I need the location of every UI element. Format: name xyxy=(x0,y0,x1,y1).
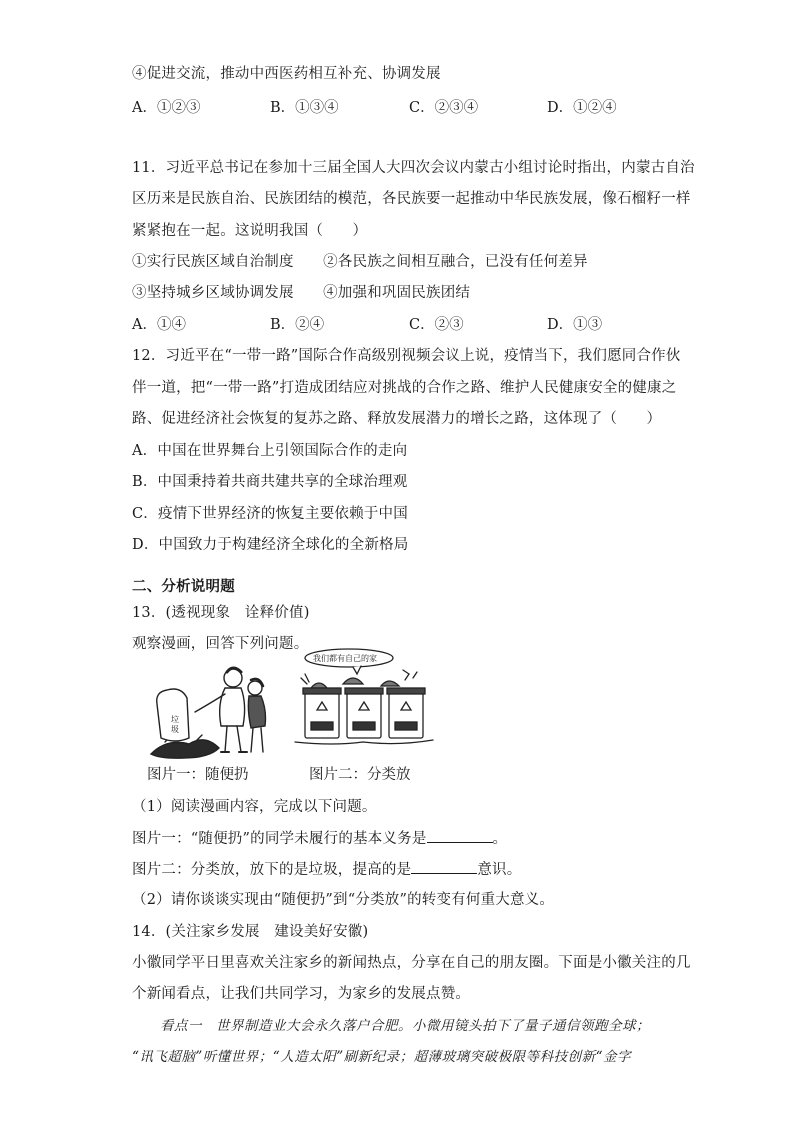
svg-text:垃: 垃 xyxy=(171,715,179,724)
q11-choice-a: A．①④ xyxy=(132,317,186,333)
cartoon-litter-drawing xyxy=(147,664,273,760)
q14-intro-line-1: 小徽同学平日里喜欢关注家乡的新闻热点，分享在自己的朋友圈。下面是小徽关注的几 xyxy=(132,955,691,971)
q12-option-a: A．中国在世界舞台上引领国际合作的走向 xyxy=(132,443,408,459)
q12-option-d: D．中国致力于构建经济全球化的全新格局 xyxy=(132,537,409,553)
q12-stem-line-1: 12．习近平在“一带一路”国际合作高级别视频会议上说，疫情当下，我们愿同合作伙 xyxy=(132,348,681,364)
cartoon-litter-image xyxy=(147,664,273,760)
q12-option-b: B．中国秉持着共商共建共享的全球治理观 xyxy=(132,474,408,490)
q13-sub-2: （2）请你谈谈实现由“随便扔”到“分类放”的转变有何重大意义。 xyxy=(132,892,555,908)
q11-choice-d: D．①③ xyxy=(547,317,603,333)
q11-stem-line-3: 紧紧抱在一起。这说明我国（ ） xyxy=(132,223,368,239)
q11-stem-line-2: 区历来是民族自治、民族团结的模范，各民族要一起推动中华民族发展，像石榴籽一样 xyxy=(132,191,691,207)
q12-stem-line-2: 伴一道，把“一带一路”打造成团结应对挑战的合作之路、维护人民健康安全的健康之 xyxy=(132,380,677,396)
q13-fill-2 xyxy=(132,859,521,880)
q13-title: 13．(透视现象 诠释价值) xyxy=(132,605,310,621)
q10-choice-b: B．①③④ xyxy=(270,100,339,116)
q10-choice-a: A．①②③ xyxy=(132,100,201,116)
svg-text:圾: 圾 xyxy=(171,725,179,734)
cartoon-caption-1: 图片一：随便扔 xyxy=(147,767,249,783)
q13-fill-1-text: 图片一：“随便扔”的同学未履行的基本义务是 xyxy=(132,831,427,847)
q14-material-line-1: 看点一 世界制造业大会永久落户合肥。小微用镜头拍下了量子通信领跑全球； xyxy=(132,1018,650,1034)
q10-option-4: ④促进交流，推动中西医药相互补充、协调发展 xyxy=(132,66,441,82)
cartoon-caption-2: 图片二：分类放 xyxy=(309,767,411,783)
section-title: 二、分析说明题 xyxy=(132,578,235,595)
q11-choice-b: B．②④ xyxy=(270,317,325,333)
q14-title: 14．(关注家乡发展 建设美好安徽) xyxy=(132,924,369,940)
answer-blank-1[interactable] xyxy=(427,828,493,843)
cartoon-sorting-image xyxy=(293,648,435,750)
cartoon-sorting-drawing xyxy=(293,648,435,750)
q10-choice-c: C．②③④ xyxy=(409,100,479,116)
q14-material-line-2: “讯飞超脑”听懂世界；“人造太阳”刷新纪录；超薄玻璃突破极限等科技创新“金字 xyxy=(132,1049,632,1065)
q11-stem-line-1: 11．习近平总书记在参加十三届全国人大四次会议内蒙古小组讨论时指出，内蒙古自治 xyxy=(132,160,695,176)
q11-statement-2: ③坚持城乡区域协调发展 ④加强和巩固民族团结 xyxy=(132,285,471,301)
q11-statement-1: ①实行民族区域自治制度 ②各民族之间相互融合，已没有任何差异 xyxy=(132,254,588,270)
q13-fill-2-end: 意识。 xyxy=(477,862,522,878)
q13-sub-1: （1）阅读漫画内容，完成以下问题。 xyxy=(132,799,377,815)
q12-stem-line-3: 路、促进经济社会恢复的复苏之路、释放发展潜力的增长之路，这体现了（ ） xyxy=(132,411,662,427)
q13-fill-1 xyxy=(132,828,507,849)
answer-blank-2[interactable] xyxy=(411,859,477,874)
q13-fill-1-end: 。 xyxy=(492,831,508,847)
q14-intro-line-2: 个新闻看点，让我们共同学习，为家乡的发展点赞。 xyxy=(132,986,471,1002)
cartoon-speech-text: 我们都有自己的家 xyxy=(313,654,377,663)
q13-intro: 观察漫画，回答下列问题。 xyxy=(132,636,309,652)
q10-choice-d: D．①②④ xyxy=(547,100,617,116)
q11-choice-c: C．②③ xyxy=(409,317,464,333)
q13-fill-2-text: 图片二：分类放，放下的是垃圾，提高的是 xyxy=(132,862,412,878)
q12-option-c: C．疫情下世界经济的恢复主要依赖于中国 xyxy=(132,506,408,522)
